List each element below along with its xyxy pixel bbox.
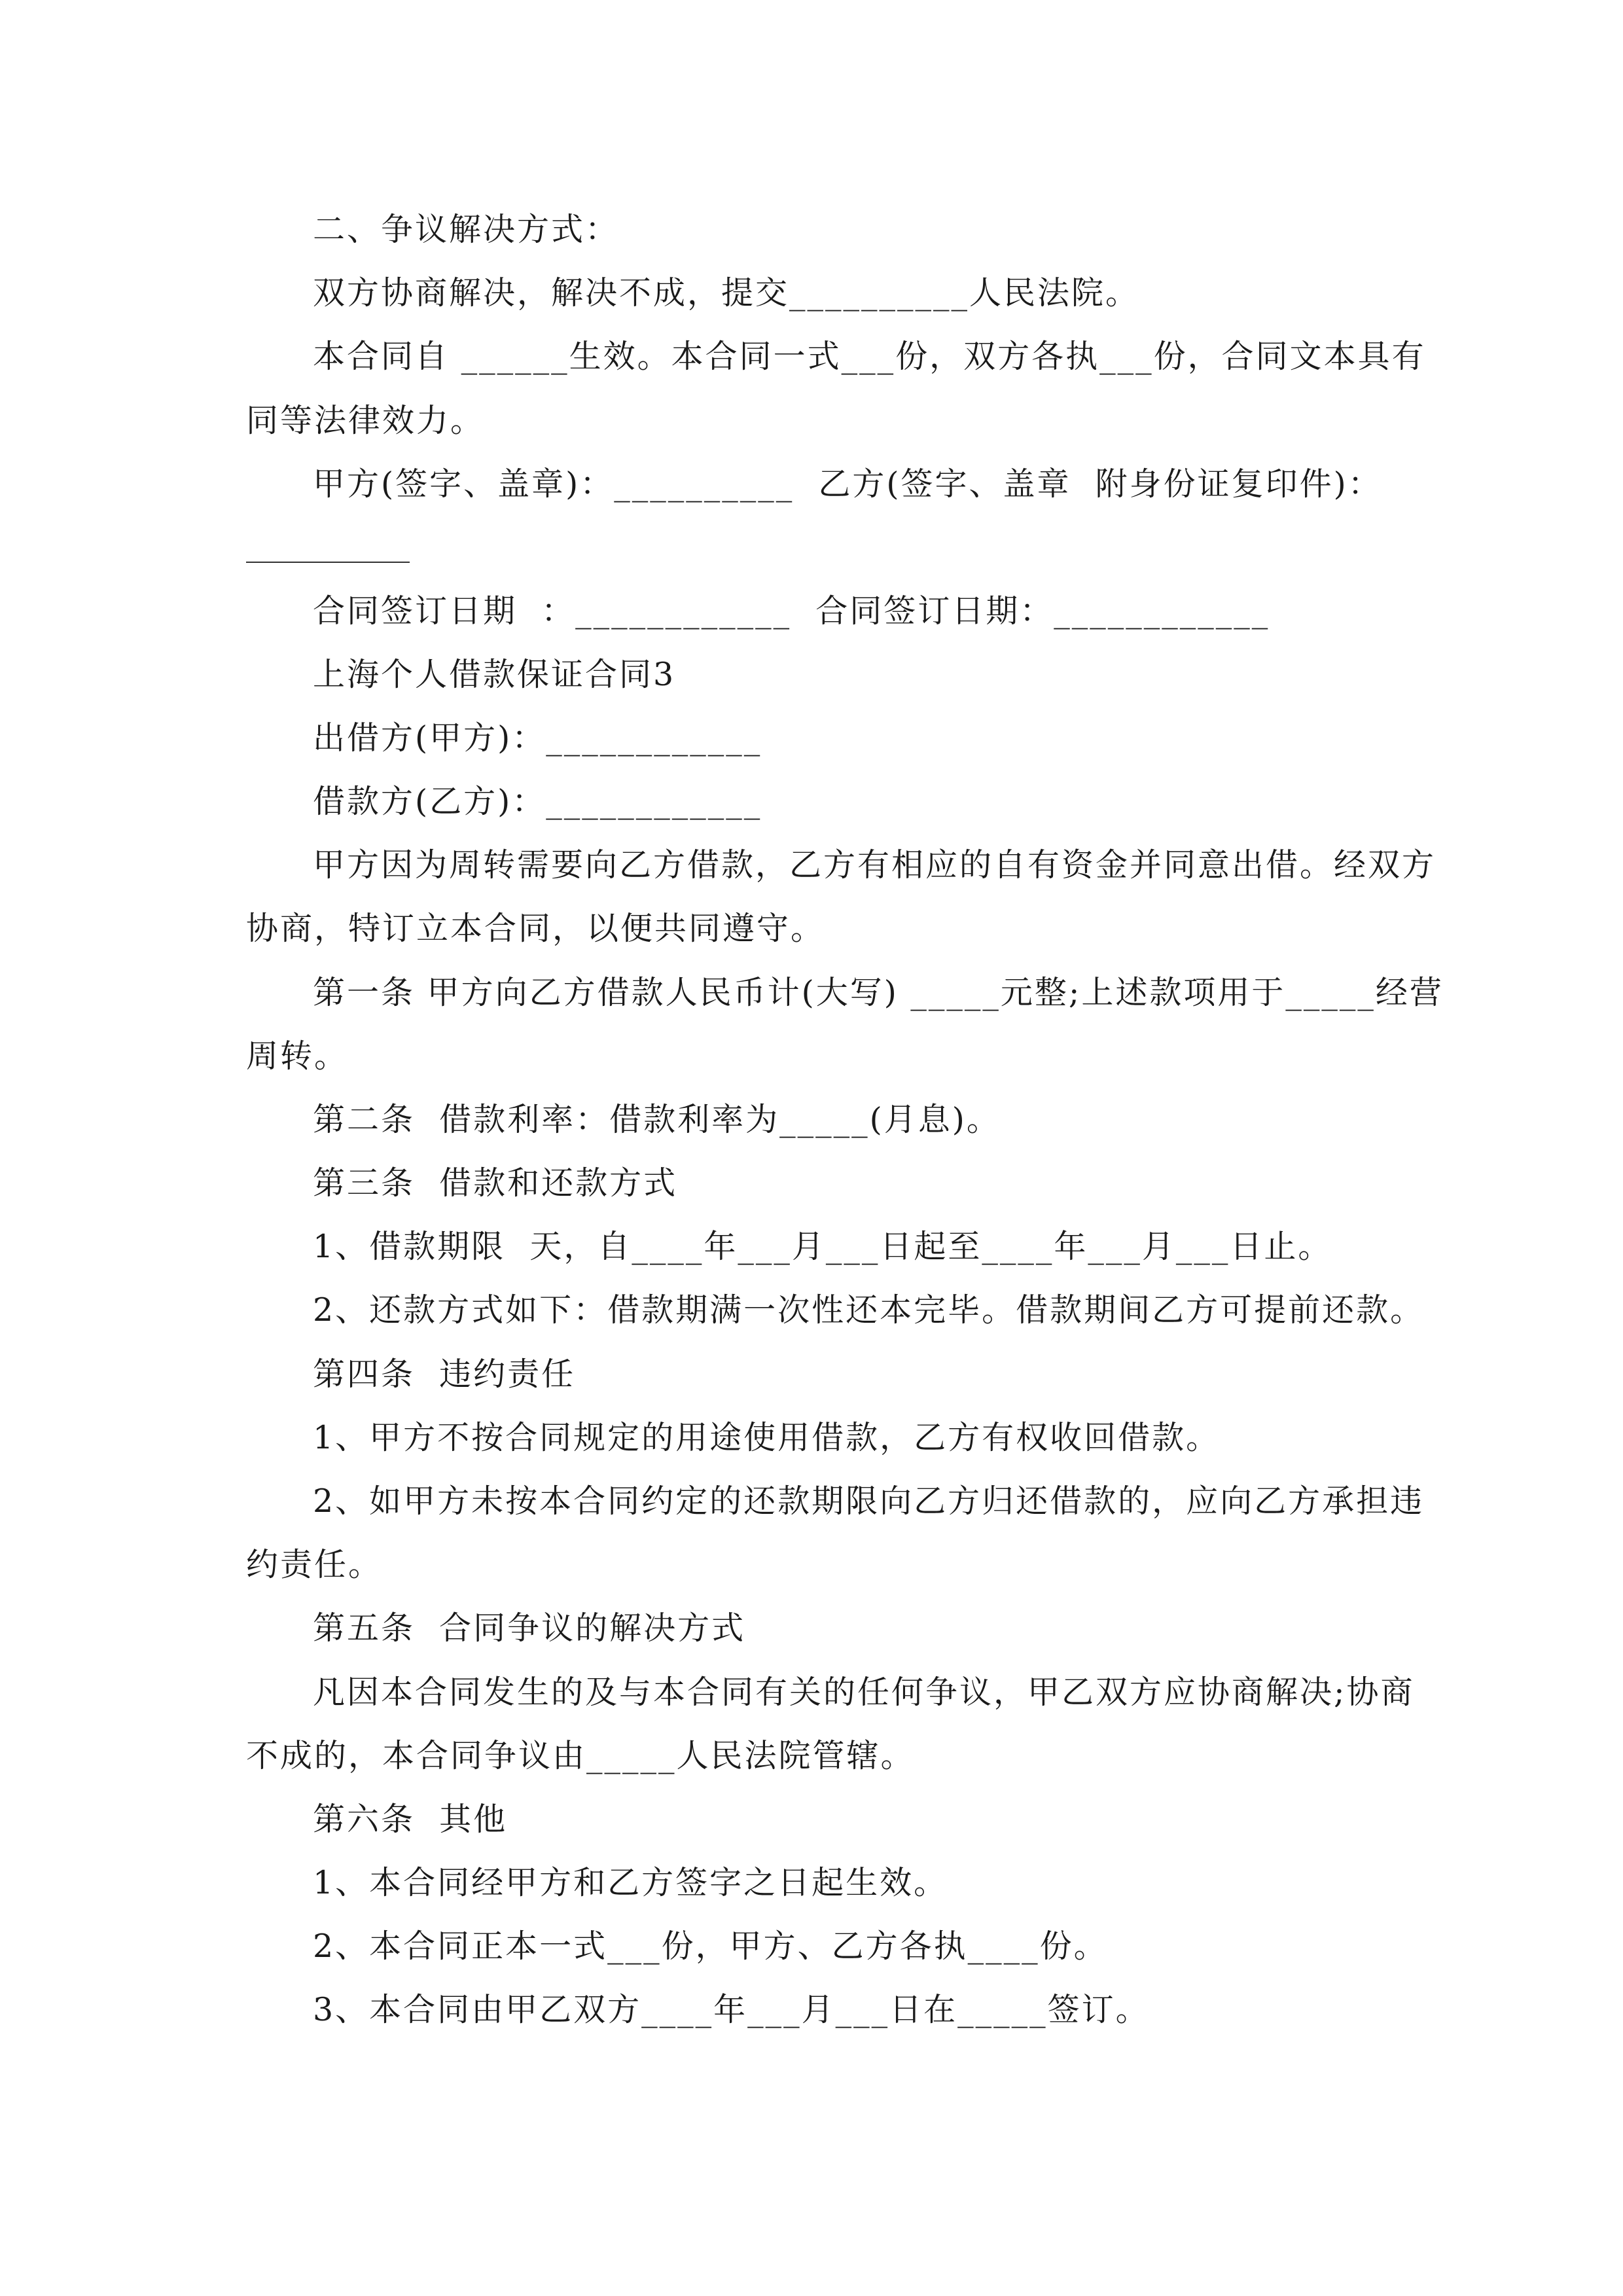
article1-line1: 第一条 甲方向乙方借款人民币计(大写) _____元整;上述款项用于_____经营 <box>313 974 1444 1011</box>
article2: 第二条 借款利率：借款利率为_____(月息)。 <box>313 1101 1001 1138</box>
preamble-line1: 甲方因为周转需要向乙方借款，乙方有相应的自有资金并同意出借。经双方 <box>313 846 1436 884</box>
article6-item2: 2、本合同正本一式___份，甲方、乙方各执____份。 <box>313 1928 1108 1965</box>
contract-title: 上海个人借款保证合同3 <box>313 656 676 693</box>
article6-item3: 3、本合同由甲乙双方____年___月___日在_____签订。 <box>313 1991 1150 2028</box>
article4-heading: 第四条 违约责任 <box>313 1355 576 1393</box>
signature-blank-underline <box>246 562 410 563</box>
article3-item2: 2、还款方式如下：借款期满一次性还本完毕。借款期间乙方可提前还款。 <box>313 1291 1425 1329</box>
dispute-clause: 双方协商解决，解决不成，提交__________人民法院。 <box>313 274 1140 312</box>
borrower-line: 借款方(乙方)：____________ <box>313 783 762 820</box>
lender-line: 出借方(甲方)：____________ <box>313 719 762 757</box>
article6-item1: 1、本合同经甲方和乙方签字之日起生效。 <box>313 1864 948 1901</box>
signing-date-line: 合同签订日期 ：____________ 合同签订日期：____________ <box>313 592 1270 630</box>
signature-line: 甲方(签字、盖章)：__________ 乙方(签字、盖章 附身份证复印件)： <box>313 465 1382 503</box>
article5-body-line2: 不成的，本合同争议由_____人民法院管辖。 <box>246 1737 915 1774</box>
preamble-line2: 协商，特订立本合同，以便共同遵守。 <box>246 910 825 947</box>
effective-clause-line1: 本合同自 ______生效。本合同一式___份，双方各执___份，合同文本具有 <box>313 338 1426 375</box>
article4-item2-line1: 2、如甲方未按本合同约定的还款期限向乙方归还借款的，应向乙方承担违 <box>313 1482 1425 1520</box>
article4-item1: 1、甲方不按合同规定的用途使用借款，乙方有权收回借款。 <box>313 1419 1221 1456</box>
section-heading-dispute: 二、争议解决方式： <box>313 211 620 248</box>
effective-clause-line2: 同等法律效力。 <box>246 402 485 439</box>
article1-line2: 周转。 <box>246 1037 349 1075</box>
article4-item2-line2: 约责任。 <box>246 1546 383 1583</box>
article5-heading: 第五条 合同争议的解决方式 <box>313 1609 746 1647</box>
article5-body-line1: 凡因本合同发生的及与本合同有关的任何争议，甲乙双方应协商解决;协商 <box>313 1674 1415 1711</box>
article6-heading: 第六条 其他 <box>313 1801 508 1838</box>
article3-heading: 第三条 借款和还款方式 <box>313 1164 678 1202</box>
article3-item1: 1、借款期限 天，自____年___月___日起至____年___月___日止。 <box>313 1228 1332 1265</box>
